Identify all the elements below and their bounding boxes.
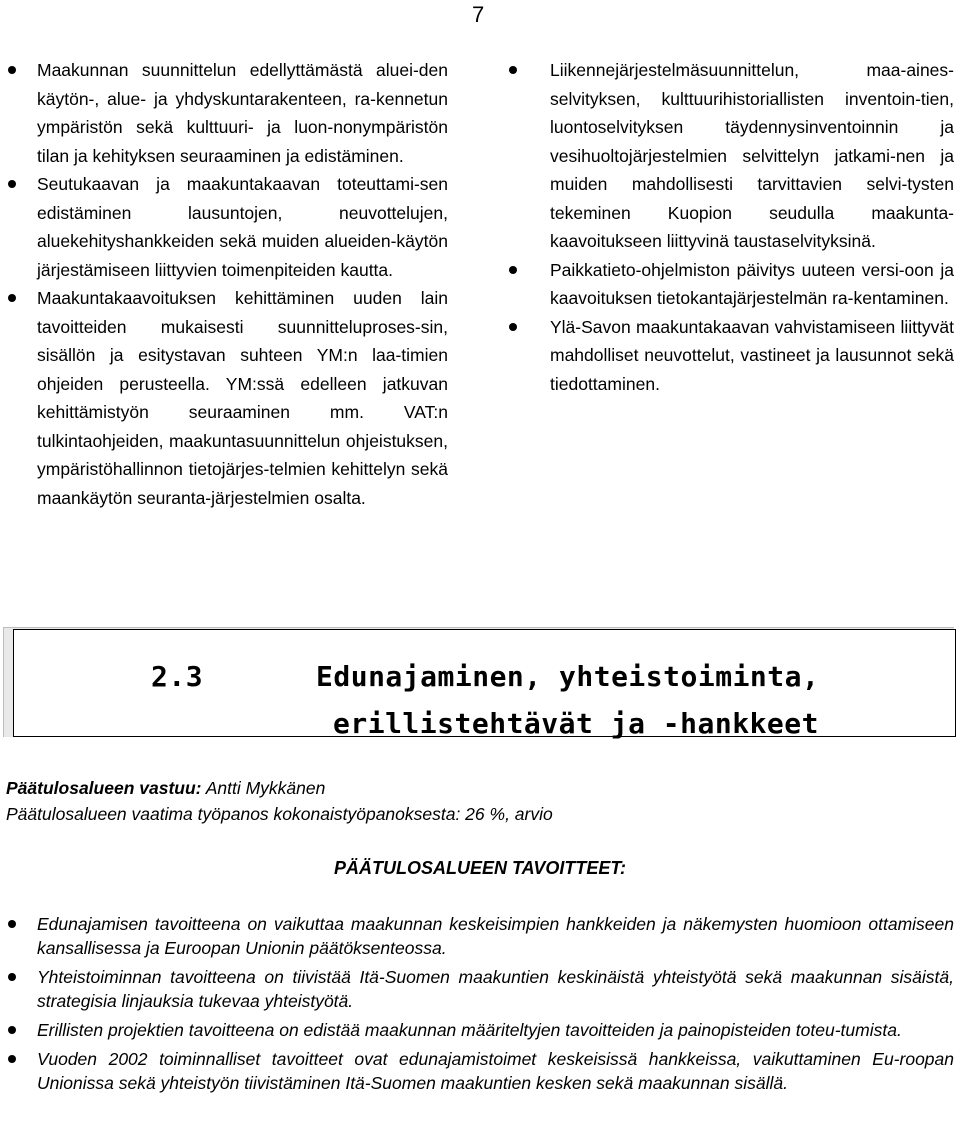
section-heading — [151, 660, 819, 693]
list-item-text: Paikkatieto-ohjelmiston päivitys uuteen versi-oon ja kaavoituksen tietokantajärjestelmän ra-kentaminen. — [550, 259, 954, 308]
list-item-text: Maakunnan suunnittelun edellyttämästä aluei-den käytön-, alue- ja yhdyskuntarakenteen, ra-kennetun ympäristön sekä kulttuuri- ja luon-nonympäristön tilan ja kehityksen seuraaminen ja edistäminen. — [37, 60, 448, 166]
bullet-icon — [8, 180, 16, 188]
left-column — [6, 56, 448, 512]
list-item — [6, 170, 448, 284]
responsible-label: Päätulosalueen vastuu: — [6, 778, 202, 798]
list-item-text: Maakuntakaavoituksen kehittäminen uuden lain tavoitteiden mukaisesti suunnitteluproses-sin, sisällön ja esitystavan suhteen YM:n laa-timien ohjeiden perusteella. YM:ssä edelleen jatkuvan kehittämistyön seuraaminen mm. VAT:n tulkintaohjeiden, maakuntasuunnittelun ohjeistuksen, ympäristöhallinnon tietojärjes-telmien kehittelyn sekä maankäytön seuranta-järjestelmien osalta. — [37, 288, 448, 508]
list-item — [6, 1018, 954, 1042]
list-item — [6, 284, 448, 512]
left-bullet-list — [6, 56, 448, 512]
section-heading-box — [3, 627, 954, 740]
bullet-icon — [8, 294, 16, 302]
bullet-icon — [509, 323, 517, 331]
bullet-icon — [8, 973, 16, 981]
responsible-line — [6, 778, 325, 799]
bullet-icon — [509, 66, 517, 74]
list-item — [6, 912, 954, 960]
section-title-line1: Edunajaminen, yhteistoiminta, — [316, 660, 820, 693]
section-number: 2.3 — [151, 660, 204, 693]
list-item — [508, 56, 954, 256]
right-bullet-list — [508, 56, 954, 398]
goals-list — [6, 912, 954, 1095]
list-item-text: Yhteistoiminnan tavoitteena on tiivistää Itä-Suomen maakuntien keskinäistä yhteistyötä sekä maakunnan sisäistä, strategisia linjauksia tukevaa yhteistyötä. — [37, 967, 954, 1011]
list-item-text: Seutukaavan ja maakuntakaavan toteuttami-sen edistäminen lausuntojen, neuvottelujen, aluekehityshankkeiden sekä muiden alueiden-käytön järjestämiseen liittyvien toimenpiteiden kautta. — [37, 174, 448, 280]
goals-section — [6, 912, 954, 1100]
right-column — [508, 56, 954, 398]
list-item-text: Ylä-Savon maakuntakaavan vahvistamiseen liittyvät mahdolliset neuvottelut, vastineet ja lausunnot sekä tiedottaminen. — [550, 316, 954, 394]
goals-title: PÄÄTULOSALUEEN TAVOITTEET: — [334, 858, 626, 878]
list-item-text: Liikennejärjestelmäsuunnittelun, maa-aines-selvityksen, kulttuurihistoriallisten inventoin-tien, luontoselvityksen täydennysinventoinnin ja vesihuoltojärjestelmien selvittelyn jatkami-nen ja muiden mahdollisesti tarvittavien selvi-tysten tekeminen Kuopion seudulla maakunta-kaavoitukseen liittyvinä taustaselvityksinä. — [550, 60, 954, 251]
list-item — [508, 313, 954, 399]
list-item-text: Vuoden 2002 toiminnalliset tavoitteet ovat edunajamistoimet keskeisissä hankkeissa, vaikuttaminen Eu-roopan Unionissa sekä yhteistyön tiivistäminen Itä-Suomen maakuntien kesken sekä maakunnan sisällä. — [37, 1049, 954, 1093]
responsible-value: Antti Mykkänen — [201, 778, 326, 798]
list-item — [508, 256, 954, 313]
list-item-text: Erillisten projektien tavoitteena on edistää maakunnan määriteltyjen tavoitteiden ja painopisteiden toteu-tumista. — [37, 1020, 902, 1040]
list-item — [6, 1047, 954, 1095]
bullet-icon — [8, 920, 16, 928]
bullet-icon — [8, 66, 16, 74]
bullet-icon — [509, 266, 517, 274]
list-item — [6, 56, 448, 170]
list-item — [6, 965, 954, 1013]
section-title-line2: erillistehtävät ja -hankkeet — [333, 707, 820, 740]
effort-line: Päätulosalueen vaatima työpanos kokonaistyöpanoksesta: 26 %, arvio — [6, 804, 553, 824]
bullet-icon — [8, 1055, 16, 1063]
bullet-icon — [8, 1026, 16, 1034]
page-number: 7 — [472, 2, 485, 27]
list-item-text: Edunajamisen tavoitteena on vaikuttaa maakunnan keskeisimpien hankkeiden ja näkemysten huomioon ottamiseen kansallisessa ja Euroopan Unionin päätöksenteossa. — [37, 914, 954, 958]
